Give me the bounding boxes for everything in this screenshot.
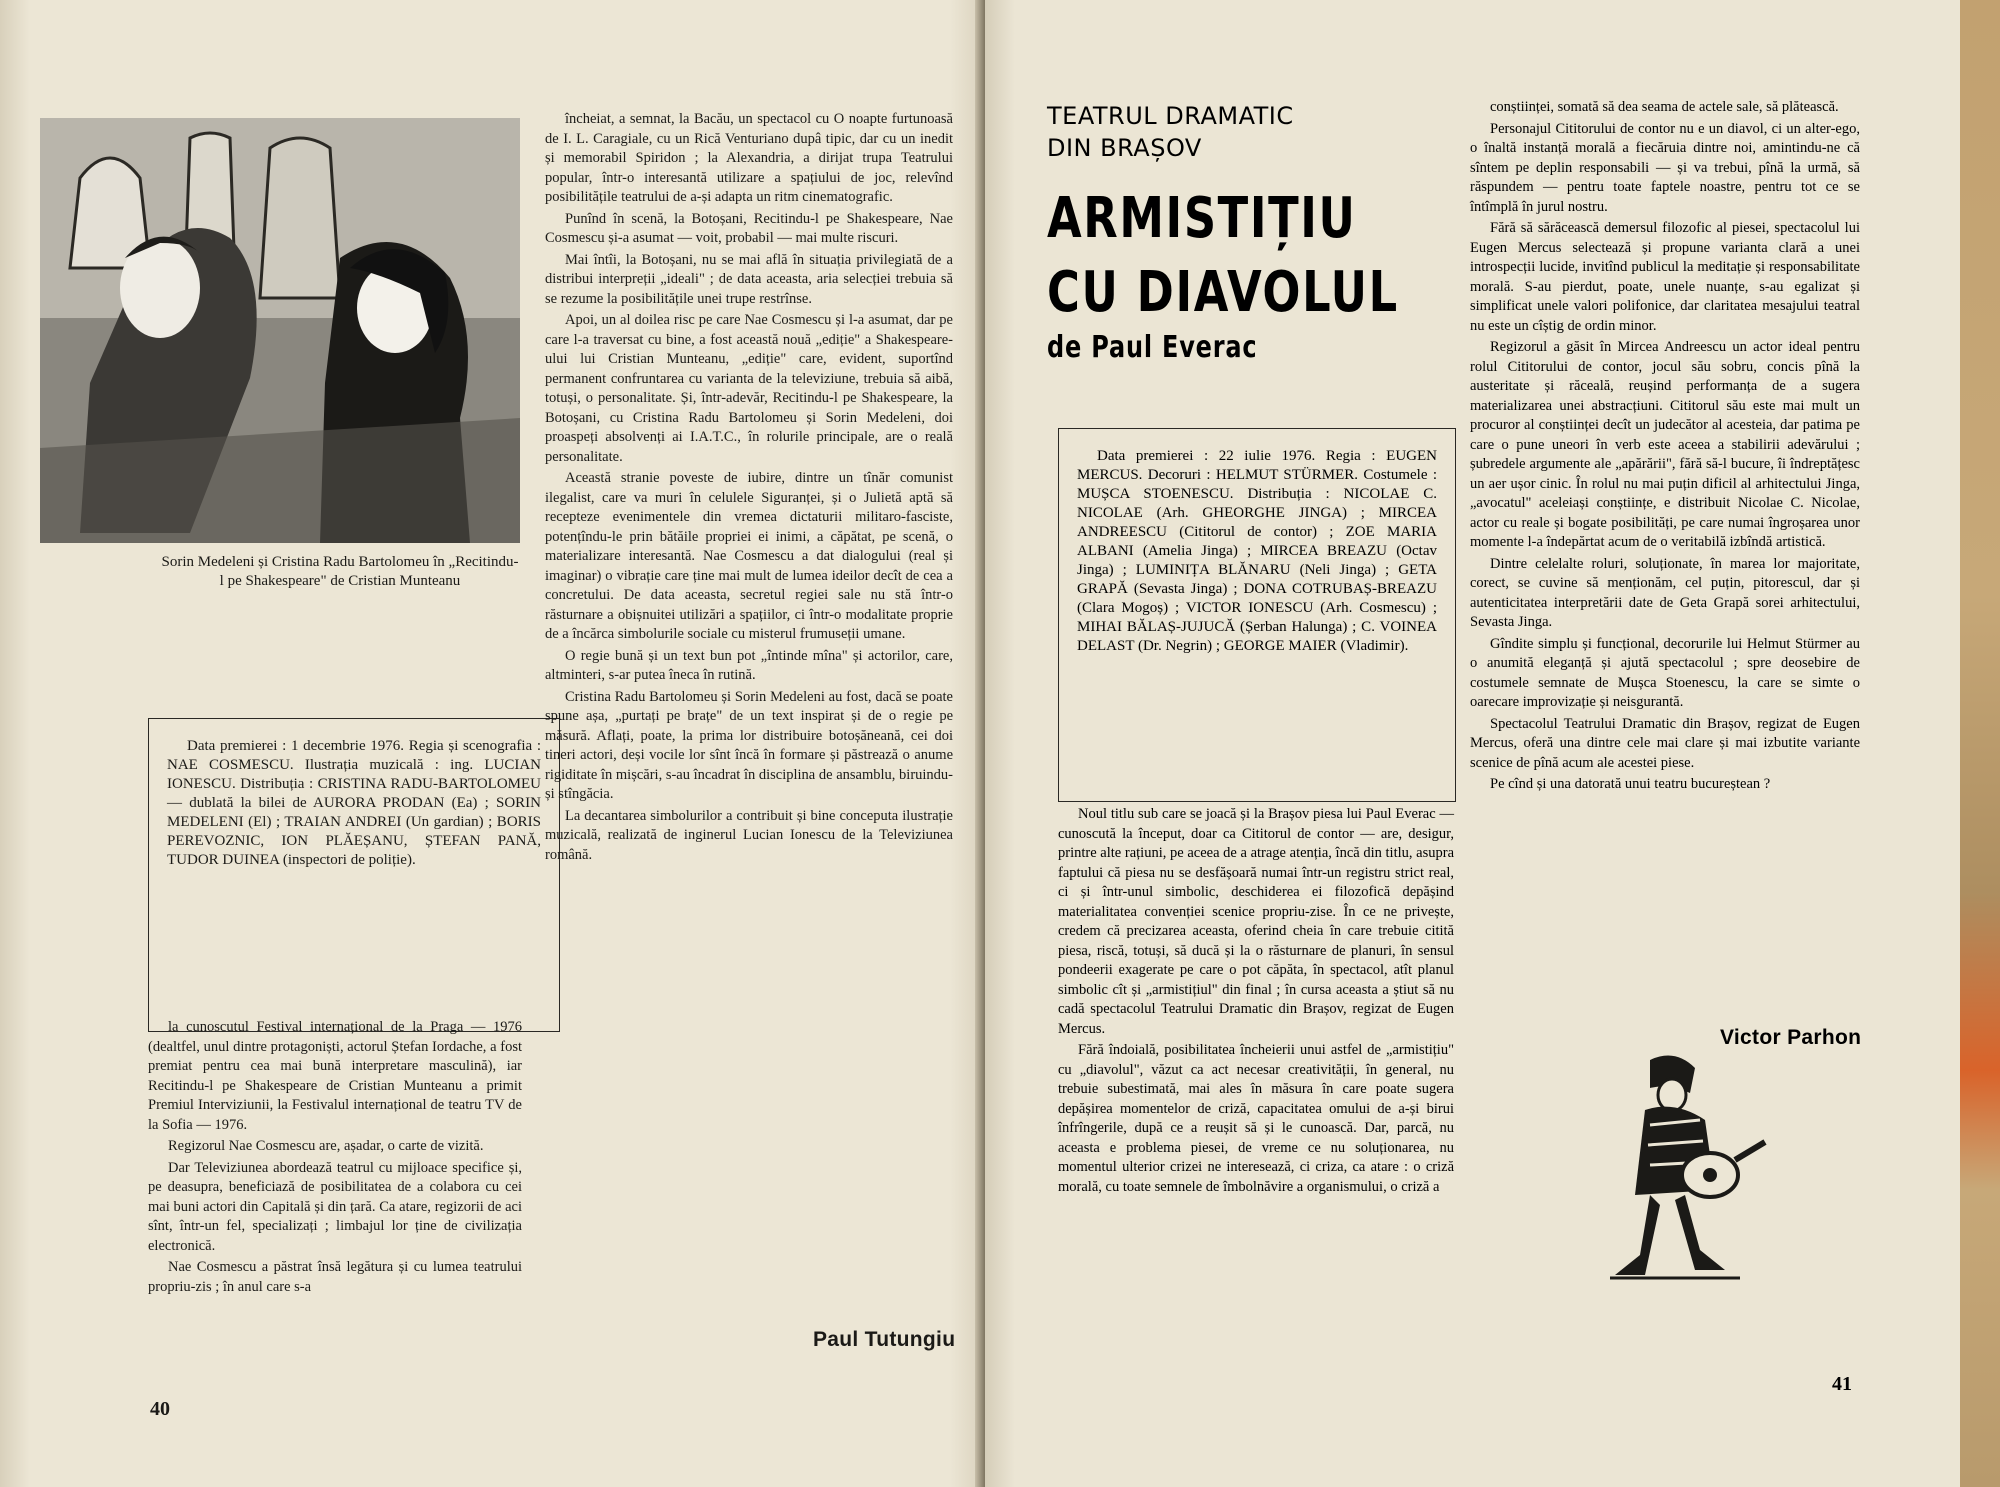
page-number-left: 40 bbox=[150, 1398, 170, 1420]
paragraph: conștiinței, somată să dea seama de actele sale, să plătească. bbox=[1490, 99, 1839, 115]
author-left: Paul Tutungiu bbox=[813, 1328, 956, 1351]
credits-box-left bbox=[148, 718, 560, 1032]
theatre-name bbox=[1047, 100, 1294, 164]
author-right: Victor Parhon bbox=[1720, 1026, 1862, 1049]
photo-icon bbox=[40, 118, 520, 543]
paragraph: Dar Televiziunea abordează teatrul cu mijloace specifice și, pe deasupra, beneficiază de posibilitatea de a colabora cu cei mai buni actori din Capitală și din țară. Ca atare, regizorii de aci sînt, într-un fel, specializați ; limbajul lor ține de civilizația electronică. bbox=[148, 1159, 522, 1254]
paragraph: Punînd în scenă, la Botoșani, Recitindu-l pe Shakespeare, Nae Cosmescu și-a asumat — voit, probabil — mai multe riscuri. bbox=[545, 210, 953, 246]
title-line-2: CU DIAVOLUL bbox=[1047, 260, 1399, 325]
paragraph: Spectacolul Teatrului Dramatic din Brașov, regizat de Eugen Mercus, oferă una dintre cele mai clare și mai izbutite variante scenice de pînă acum ale acestei piese. bbox=[1470, 715, 1860, 771]
book-edge bbox=[1960, 0, 2000, 1487]
paragraph: Noul titlu sub care se joacă și la Brașov piesa lui Paul Everac — cunoscută la început, doar ca Cititorul de contor — are, desigur, printre alte rațiuni, pe aceea de a atrage atenția, încă din titlu, asupra faptului că piesa nu se desfășoară numai într-un registru strict real, ci și într-unul simbolic, deschiderea ei filozofică depășind materialitatea convenției scenice propriu-zise. În ce ne privește, credem că precizarea aceasta, oferind cheia în care trebuie citită piesa, riscă, totuși, să ducă și la o răsturnare de planuri, în sensul pondeerii exagerate pe care o pot căpăta, în spectacol, atît planul simbolic cît și „armistițiul" din final ; în cursa aceasta a știut să nu cadă spectacolul Teatrului Dramatic din Brașov, regizat de Eugen Mercus. bbox=[1058, 806, 1454, 1037]
paragraph: Apoi, un al doilea risc pe care Nae Cosmescu și l-a asumat, dar pe care l-a traversat cu bine, a fost această nouă „ediție" a Shakespeare-ului lui Cristian Munteanu, „ediție" care, evident, suportînd permanent confruntarea cu varianta de la televiziune, trebuia să aibă, totuși, o personalitate. Și, într-adevăr, Recitindu-l pe Shakespeare, la Botoșani, cu Cristina Radu Bartolomeu și Sorin Medeleni, doi proaspeți absolvenți ai I.A.T.C., în rolurile principale, are o reală personalitate. bbox=[545, 312, 953, 465]
paragraph: Personajul Cititorului de contor nu e un diavol, ci un alter-ego, o înaltă instanță morală a fiecăruia dintre noi, amintindu-ne că sîntem pe deplin responsabili — și va trebui, pînă la urmă, să răspundem — pentru toate faptele noastre, pentru tot ce se întîmplă în jurul nostru. bbox=[1470, 120, 1860, 215]
paragraph: Pe cînd și una datorată unui teatru bucureștean ? bbox=[1490, 776, 1771, 792]
left-column-2 bbox=[545, 110, 953, 865]
paragraph: Fără îndoială, posibilitatea încheierii unui astfel de „armistițiu" cu „diavolul", văzut ca act necesar creativității, în general, nu trebuie subestimată, mai ales în măsura în care poate sugera depășirea momentelor de criză, capacitatea omului de a-și birui înfrîngerile, după ce a reușit să și le cunoască. Dar, parcă, nu aceasta e problema piesei, de vreme ce nu soluționarea, nu momentul ulterior crizei ne interesează, ci criza, ca atare : o criză morală, cu toate semnele de îmbolnăvire a organismului, o criză a bbox=[1058, 1042, 1454, 1195]
theatre-line-2: DIN BRAȘOV bbox=[1047, 134, 1202, 162]
page-number-right: 41 bbox=[1832, 1373, 1852, 1395]
credits-text: Data premierei : 22 iulie 1976. Regia : EUGEN MERCUS. Decoruri : HELMUT STÜRMER. Costumele : MUȘCA STOENESCU. Distribuția : NICOLAE C. NICOLAE (Arh. GHEORGHE JINGA) ; MIRCEA ANDREESCU (Cititorul de contor) ; ZOE MARIA ALBANI (Amelia Jinga) ; MIRCEA BREAZU (Octav Jinga) ; LUMINIȚA BLĂNARU (Neli Jinga) ; GETA GRAPĂ (Sevasta Jinga) ; DONA COTRUBAȘ-BREAZU (Clara Mogoș) ; VICTOR IONESCU (Arh. Cosmescu) ; MIHAI BĂLAȘ-JUJUCĂ (Șerban Halunga) ; C. VOINEA DELAST (Dr. Negrin) ; GEORGE MAIER (Vladimir). bbox=[1077, 448, 1437, 654]
paragraph: La decantarea simbolurilor a contribuit și bine conceputa ilustrație muzicală, realizată de inginerul Lucian Ionescu de la Televiziunea română. bbox=[545, 807, 953, 863]
credits-text: Data premierei : 1 decembrie 1976. Regia și scenografia : NAE COSMESCU. Ilustrația muzicală : ing. LUCIAN IONESCU. Distribuția : CRISTINA RADU-BARTOLOMEU — dublată la bilei de AURORA PRODAN (Ea) ; SORIN MEDELENI (El) ; TRAIAN ANDREI (Un gardian) ; BORIS PEREVOZNIC, ION PLĂEȘANU, ȘTEFAN PANĂ, TUDOR DUINEA (inspectori de poliție). bbox=[167, 738, 541, 868]
left-page bbox=[0, 0, 985, 1487]
right-column-2 bbox=[1470, 98, 1860, 795]
paragraph: Mai întîi, la Botoșani, nu se mai află în situația privilegiată de a distribui interpreții „ideali" ; de data aceasta, aria selecției trebuia să se rezume la posibilitățile unei trupe restrînse. bbox=[545, 251, 953, 307]
paragraph: O regie bună și un text bun pot „întinde mîna" și actorilor, care, altminteri, s-ar putea îneca în rutină. bbox=[545, 647, 953, 683]
paragraph: la cunoscutul Festival internațional de la Praga — 1976 (dealtfel, unul dintre protagoniști, actorul Ștefan Iordache, a fost premiat pentru cea mai bună interpretare masculină), iar Recitindu-l pe Shakespeare de Cristian Munteanu a primit Premiul Interviziunii, la Festivalul internațional de teatru TV de la Sofia — 1976. bbox=[148, 1019, 522, 1133]
paragraph: Nae Cosmescu a păstrat însă legătura și cu lumea teatrului propriu-zis ; în anul care s-a bbox=[148, 1259, 522, 1295]
paragraph: Această stranie poveste de iubire, dintre un tînăr comunist ilegalist, care va muri în celulele Siguranței, și o Julietă aptă să recepteze evenimentele din vremea dictaturii militaro-fasciste, potențîndu-le prin bătăile propriei ei inimi, a căpătat, pe scenă, o materializare interesantă. Nae Cosmescu a dat dialogului (real și imaginar) o vibrație care ține mai mult de lumea ideilor decît de cea a concretului. De data aceasta, secretul regiei sale nu stă într-o răsturnare a obișnuitei utilizări a spațiilor, ci într-o modalitate proprie de a încărca simbolurile sociale cu misterul frumuseții umane. bbox=[545, 470, 953, 642]
paragraph: Regizorul a găsit în Mircea Andreescu un actor ideal pentru rolul Cititorului de contor, jocul său sobru, concis pînă la austeritate și răceală, reușind performanța de a sugera materializarea unei abstracțiuni. Cititorul său este mai mult un procuror al conștiinței decît un judecător al acesteia, dar patima pe care o pune uneori în verb este aceea a stabilirii adevărului ; șubredele argumente ale „apărării", fără să-l bucure, îi îndreptățesc un aer ușor cinic. În rolul nu mai puțin dificil al arhitectului Jinga, „avocatul" aceleiași conștiințe, e distribuit Nicolae C. Nicolae, actor cu reale și bogate posibilități, pe care numai îngroșarea unor momente l-a îndepărtat acum de o veritabilă izbîndă artistică. bbox=[1470, 339, 1860, 550]
paragraph: Gîndite simplu și funcțional, decorurile lui Helmut Stürmer au o anumită eleganță și ajută spectacolul ; spre deosebire de costumele semnate de Mușca Stoenescu, la care se simte o oarecare improvizație și neisgurantă. bbox=[1470, 635, 1860, 710]
article-byline: de Paul Everac bbox=[1047, 330, 1258, 365]
theatre-line-1: TEATRUL DRAMATIC bbox=[1047, 102, 1294, 130]
right-column-1 bbox=[1058, 805, 1454, 1197]
left-column-1 bbox=[148, 1018, 522, 1297]
credits-box-right bbox=[1058, 428, 1456, 802]
title-line-1: ARMISTIȚIU bbox=[1047, 186, 1357, 251]
stage-photo bbox=[40, 118, 520, 543]
paragraph: Dintre celelalte roluri, soluționate, în marea lor majoritate, corect, se cuvine să menționăm, cel puțin, pitorescul, dar și autenticitatea interpretării date de Geta Grapă sorei arhitectului, Sevasta Jinga. bbox=[1470, 555, 1860, 630]
paragraph: încheiat, a semnat, la Bacău, un spectacol cu O noapte furtunoasă de I. L. Caragiale, cu un Rică Venturiano dupâ tipic, dar cu un inedit și memorabil Spiridon ; la Alexandria, a dirijat trupa Teatrului popular, într-o interesantă utilizare a spațiului de joc, relevînd posibilitățile teatrului de a-și adapta un ritm cinematografic. bbox=[545, 111, 953, 205]
lute-player-icon bbox=[1590, 1050, 1770, 1285]
paragraph: Fără să sărăcească demersul filozofic al piesei, spectacolul lui Eugen Mercus selectează și propune varianta clară a unei introspecții lucide, invitînd publicul la meditație și responsabilitate morală. S-au pierdut, poate, unele nuanțe, s-au egalizat și simplificat unele valori polifonice, dar claritatea mesajului teatral nu este un cîștig de ordin minor. bbox=[1470, 220, 1860, 334]
article-title bbox=[1047, 182, 1399, 330]
paragraph: Cristina Radu Bartolomeu și Sorin Medeleni au fost, dacă se poate spune așa, „purtați pe brațe" de un text inspirat și de o regie pe măsură. Aflați, poate, la prima lor distribuire botoșăneană, cei doi tineri actori, deși vocile lor sînt încă în formare și păstrează o anume rigiditate în mișcări, s-au încadrat în disciplina de ansamblu, biruindu-și stîngăcia. bbox=[545, 688, 953, 802]
paragraph: Regizorul Nae Cosmescu are, așadar, o carte de vizită. bbox=[168, 1138, 484, 1154]
photo-caption: Sorin Medeleni și Cristina Radu Bartolomeu în „Recitindu-l pe Shakespeare" de Cristian Munteanu bbox=[161, 554, 519, 589]
